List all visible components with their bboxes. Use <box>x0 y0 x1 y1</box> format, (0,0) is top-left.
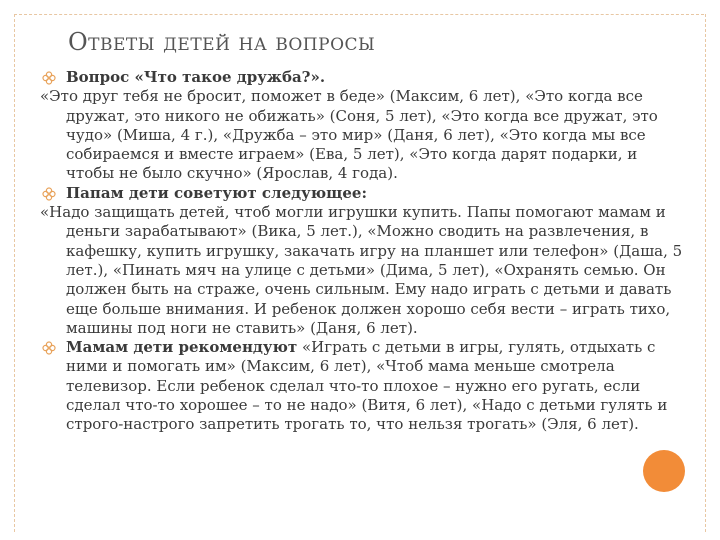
flower-bullet-icon <box>42 187 56 201</box>
orange-circle-decoration <box>643 450 685 492</box>
bullet-item-q3 <box>40 338 688 434</box>
bullet-item-q1 <box>40 68 688 87</box>
q3-answer-text: «Играть с детьми в игры, гулять, отдыхать с ними и помогать им» (Максим, 6 лет), «Чтоб мама меньше смотрела телевизор. Если ребенок сделал что-то плохое – нужно его ругать, если сделал что-то хорошее – то не надо» (Витя, 6 лет), «Надо с детьми гулять и строго-настрого запретить трогать то, что нельзя трогать» (Эля, 6 лет). <box>66 338 668 434</box>
flower-bullet-icon <box>42 341 56 355</box>
q1-heading: Вопрос «Что такое дружба?». <box>66 68 326 86</box>
q2-answer-text: «Надо защищать детей, чтоб могли игрушки купить. Папы помогают мамам и деньги зарабатывают» (Вика, 5 лет.), «Можно сводить на развлечения, в кафешку, купить игрушку, закачать игру на планшет или телефон» (Даша, 5 лет.), «Пинать мяч на улице с детьми» (Дима, 5 лет), «Охранять семью. Он должен быть на страже, очень сильным. Ему надо играть с детьми и давать еще больше внимания. И ребенок должен хорошо себя вести – играть тихо, машины под ноги не ставить» (Даня, 6 лет). <box>40 203 683 337</box>
q2-heading: Папам дети советуют следующее: <box>66 183 368 202</box>
flower-bullet-icon <box>42 71 56 85</box>
slide-content <box>40 68 688 435</box>
q1-answer-text: «Это друг тебя не бросит, поможет в беде» (Максим, 6 лет), «Это когда все дружат, это никого не обижать» (Соня, 5 лет), «Это когда все дружат, это чудо» (Миша, 4 г.), «Дружба – это мир» (Даня, 6 лет), «Это когда мы все собираемся и вместе играем» (Ева, 5 лет), «Это когда дарят подарки, и чтобы не было скучно» (Ярослав, 4 года). <box>40 87 658 183</box>
slide-title: Ответы детей на вопросы <box>68 28 376 56</box>
bullet-item-q2 <box>40 184 688 203</box>
q3-heading: Мамам дети рекомендуют <box>66 338 298 357</box>
